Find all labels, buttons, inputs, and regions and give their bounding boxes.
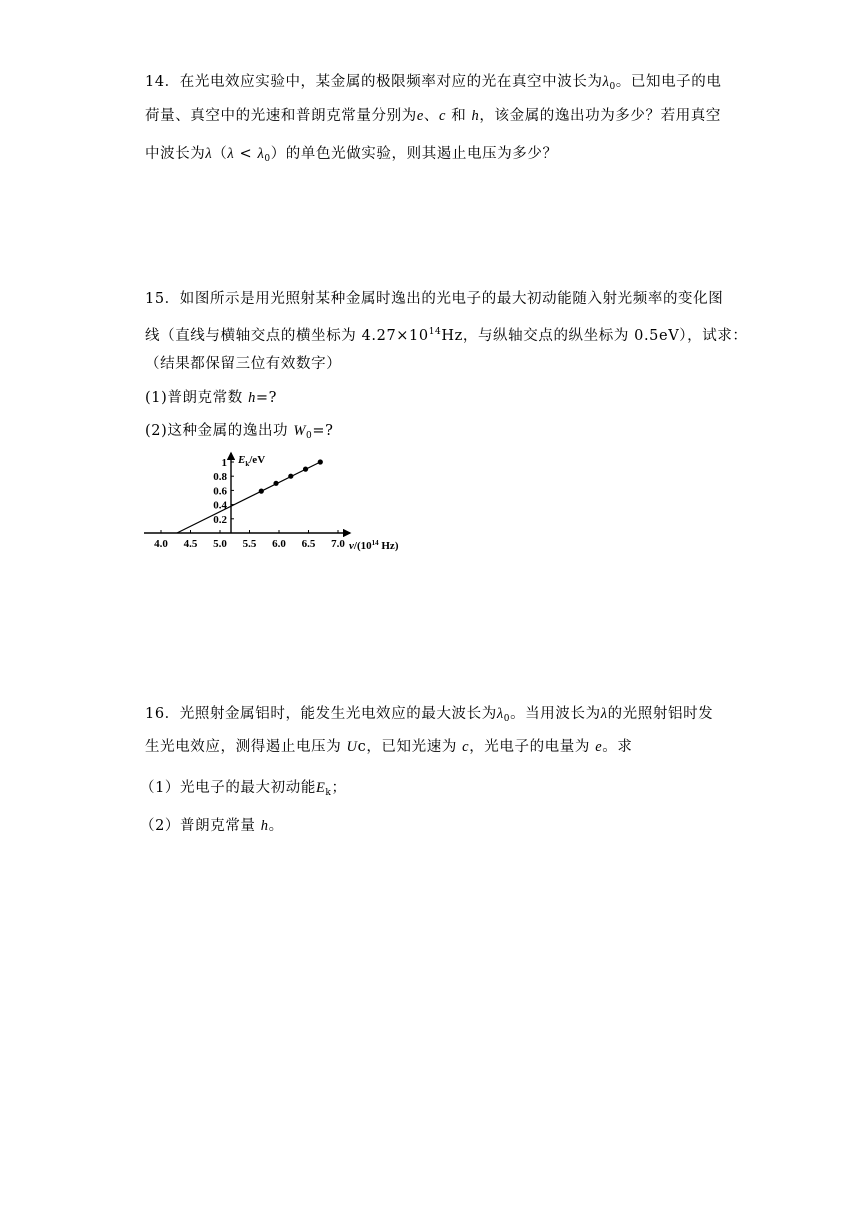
x-tick-label: 5.5 bbox=[242, 538, 257, 550]
y-tick-label: 0.4 bbox=[213, 499, 227, 512]
q15-part-1: (1)普朗克常数 h=? bbox=[145, 390, 278, 406]
x-tick-label: 5.0 bbox=[213, 538, 227, 550]
fit-line bbox=[177, 462, 320, 533]
q15-line-3: （结果都保留三位有效数字） bbox=[145, 356, 342, 372]
q15-part-2: (2)这种金属的逸出功 $W_0=$? bbox=[145, 423, 334, 441]
y-tick-label: 0.2 bbox=[213, 513, 227, 526]
ek-vs-frequency-graph bbox=[142, 450, 412, 558]
data-point bbox=[303, 467, 308, 472]
x-tick-label: 7.0 bbox=[331, 538, 345, 550]
y-axis-label: $E_k/eV$ bbox=[238, 454, 266, 468]
q16-line-2: 生光电效应，测得遏止电压为 Uc，已知光速为 c，光电子的电量为 e。求 bbox=[145, 739, 633, 755]
x-axis-label: $\nu/(10^{14}$ Hz) bbox=[349, 539, 399, 552]
x-tick-label: 6.0 bbox=[272, 538, 286, 550]
q16-line-1: 16．光照射金属铝时，能发生光电效应的最大波长为$\lambda_0$。当用波长为λ的光照射铝时发 bbox=[145, 706, 714, 724]
q14-line-2: 荷量、真空中的光速和普朗克常量分别为e、c 和 h，该金属的逸出功为多少？若用真空 bbox=[145, 108, 722, 124]
q14-line-1: 14．在光电效应实验中，某金属的极限频率对应的光在真空中波长为$\lambda_0$。已知电子的电 bbox=[145, 74, 722, 92]
data-point bbox=[288, 474, 293, 479]
x-tick-label: 4.0 bbox=[154, 538, 168, 550]
q16-part-2: （2）普朗克常量 h。 bbox=[140, 818, 284, 834]
q15-line-2: 线（直线与横轴交点的横坐标为 $4.27\times 10^{14}Hz$，与纵轴交点的纵坐标为 0.5eV），试求： bbox=[145, 327, 748, 344]
y-tick-label: 0.6 bbox=[213, 485, 227, 498]
y-tick-label: 0.8 bbox=[213, 471, 227, 484]
x-tick-label: 6.5 bbox=[301, 538, 316, 550]
y-tick-label: 1 bbox=[221, 457, 227, 469]
data-point bbox=[259, 489, 264, 494]
data-point bbox=[273, 481, 278, 486]
x-tick-label: 4.5 bbox=[183, 538, 198, 550]
q15-line-1: 15．如图所示是用光照射某种金属时逸出的光电子的最大初动能随入射光频率的变化图 bbox=[145, 291, 724, 307]
q14-line-3: 中波长为$\lambda(\lambda < \lambda_0)$的单色光做实验，则其遏止电压为多少？ bbox=[145, 146, 558, 164]
data-point bbox=[318, 459, 323, 464]
q16-part-1: （1）光电子的最大初动能$E_k$； bbox=[140, 780, 347, 798]
